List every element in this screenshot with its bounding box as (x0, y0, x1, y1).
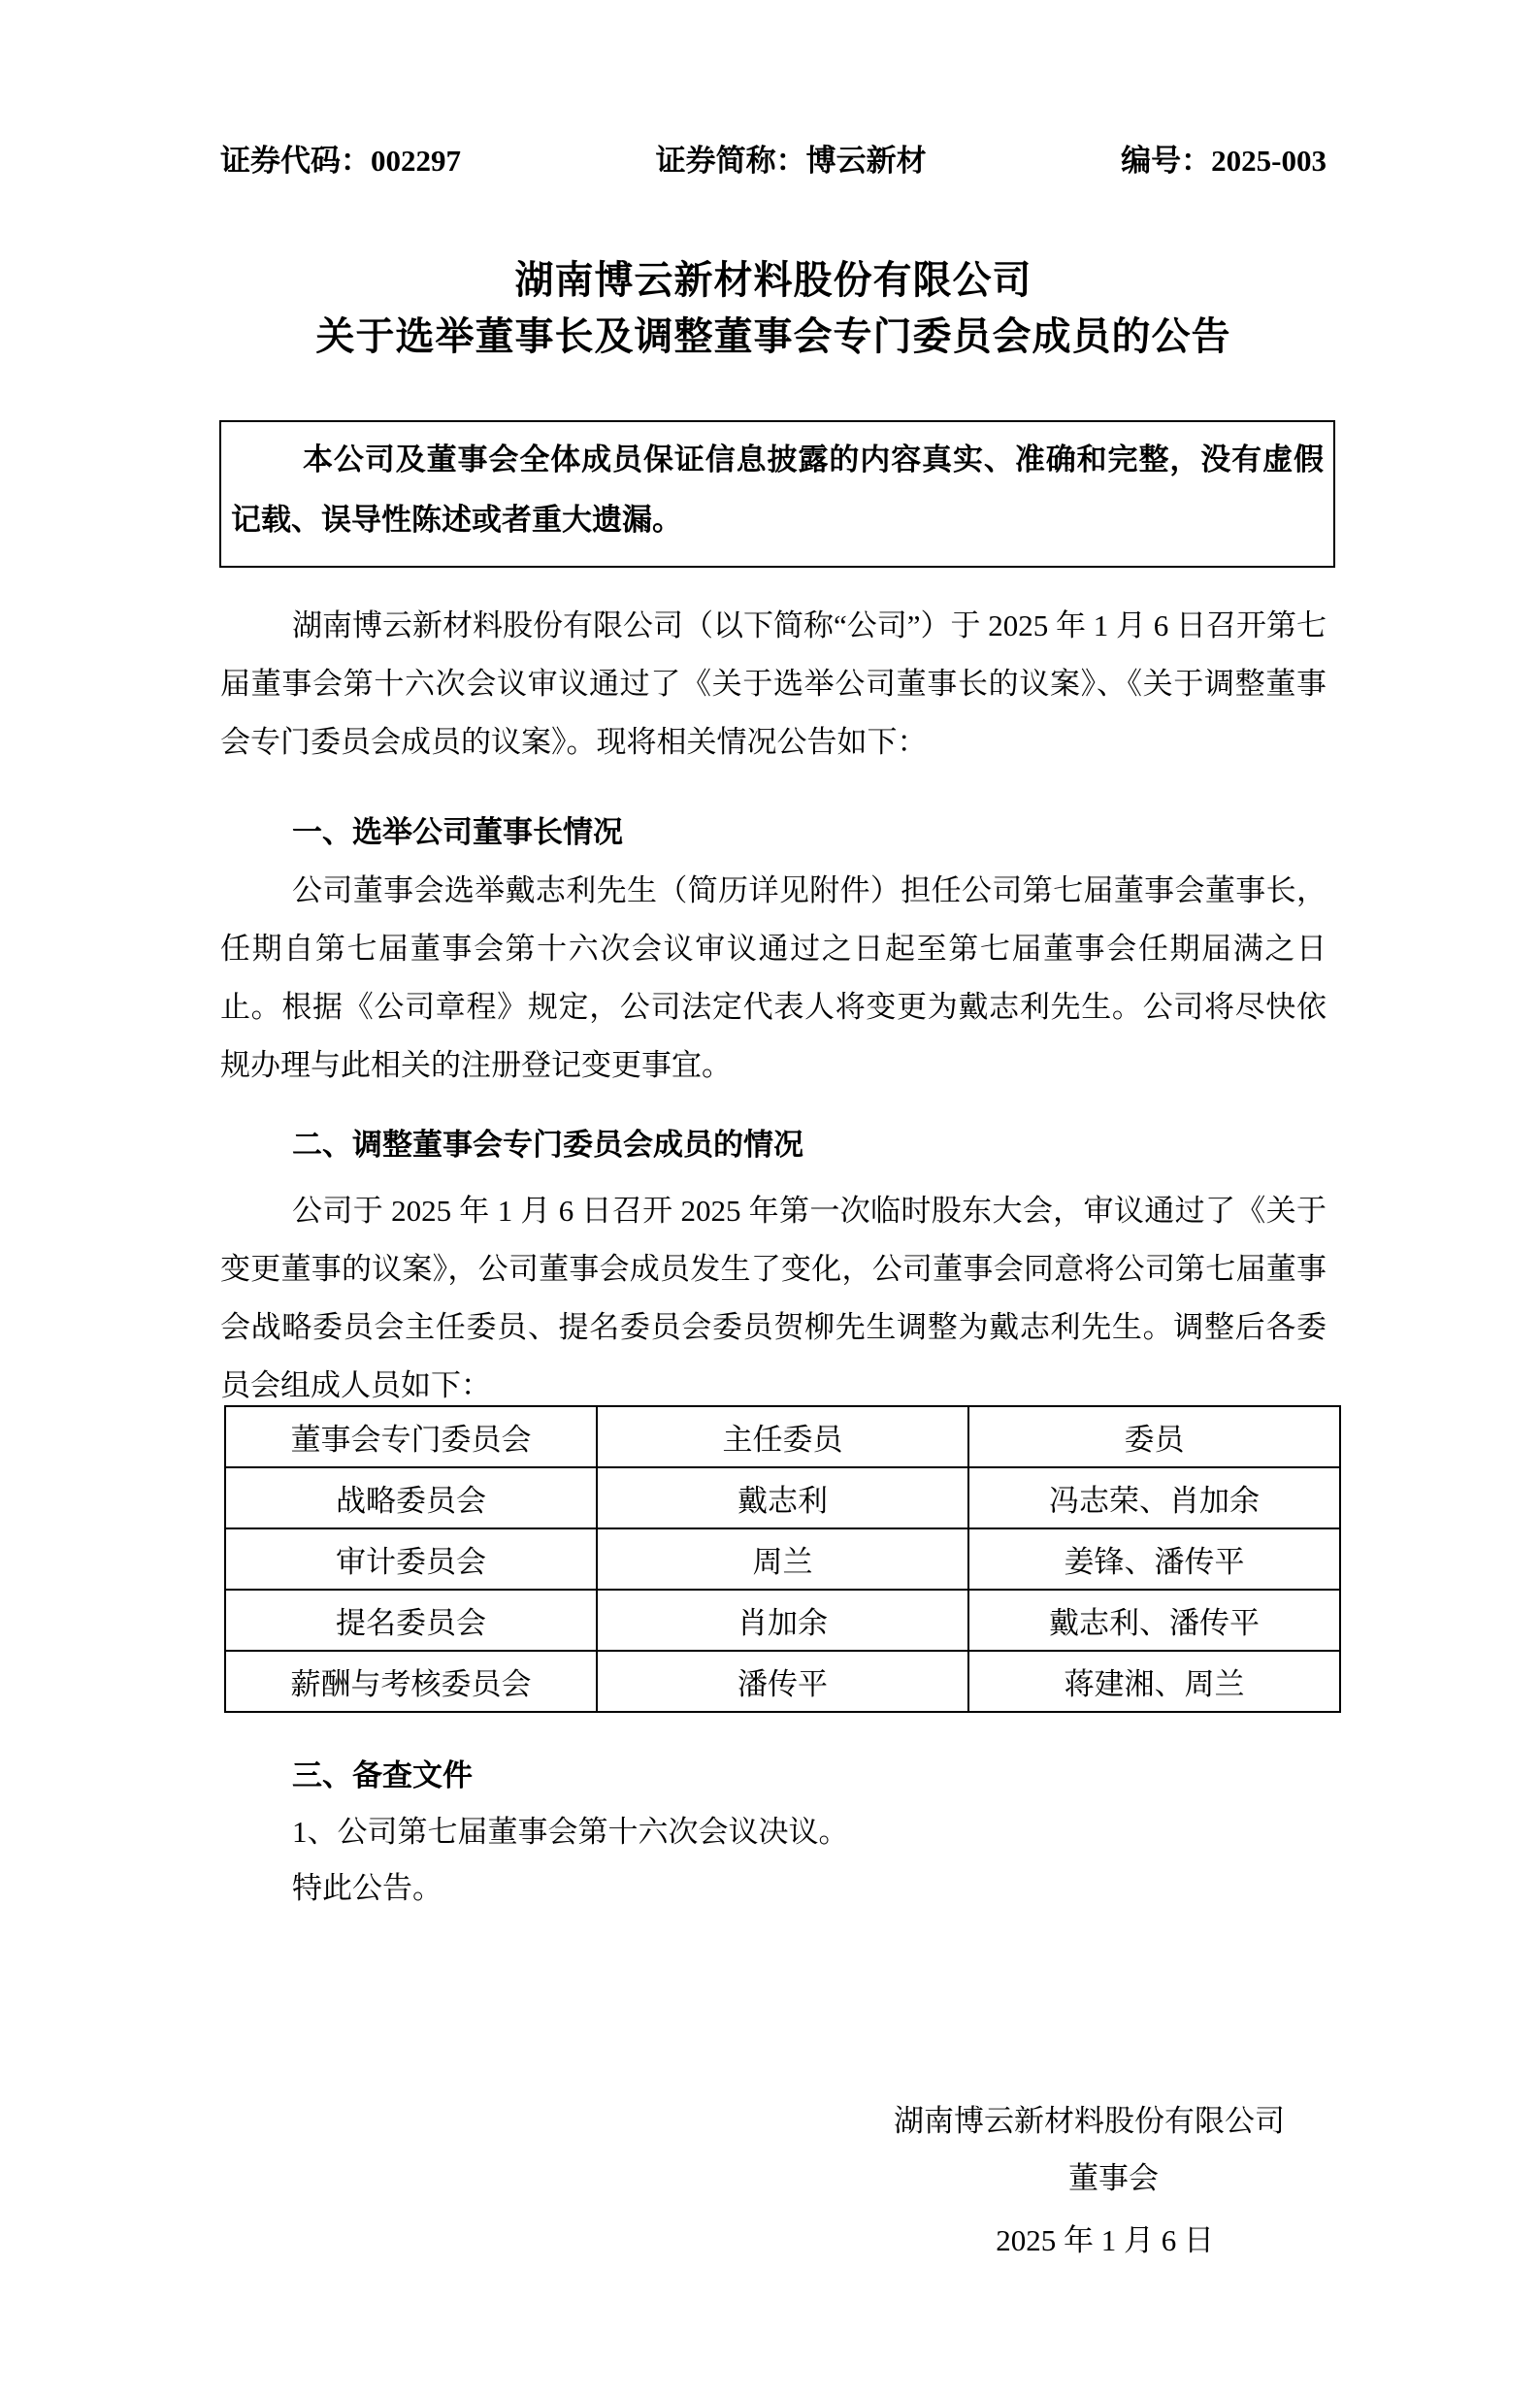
chair-cell: 肖加余 (597, 1590, 968, 1651)
table-row (225, 1528, 1340, 1590)
chair-cell: 周兰 (597, 1528, 968, 1590)
signature-board: 董事会 (1068, 2161, 1159, 2195)
table-header-row (225, 1406, 1340, 1467)
section2-heading: 二、调整董事会专门委员会成员的情况 (292, 1128, 803, 1162)
disclaimer-text: 本公司及董事会全体成员保证信息披露的内容真实、准确和完整，没有虚假记载、误导性陈述或者重大遗漏。 (231, 443, 1324, 537)
signature-date: 2025 年 1 月 6 日 (996, 2223, 1214, 2257)
committee-name-cell: 审计委员会 (225, 1528, 597, 1590)
members-cell: 蒋建湘、周兰 (968, 1651, 1340, 1712)
disclaimer-box (219, 420, 1335, 568)
members-cell: 姜锋、潘传平 (968, 1528, 1340, 1590)
chair-cell: 潘传平 (597, 1651, 968, 1712)
company-title: 湖南博云新材料股份有限公司 (514, 258, 1032, 302)
table-header-chair: 主任委员 (597, 1406, 968, 1467)
table-header-members: 委员 (968, 1406, 1340, 1467)
committee-name-cell: 薪酬与考核委员会 (225, 1651, 597, 1712)
section1-paragraph: 公司董事会选举戴志利先生（简历详见附件）担任公司第七届董事会董事长，任期自第七届董事会第十六次会议审议通过之日起至第七届董事会任期届满之日止。根据《公司章程》规定，公司法定代表人将变更为戴志利先生。公司将尽快依规办理与此相关的注册登记变更事宜。 (220, 873, 1327, 1082)
section3-item: 1、公司第七届董事会第十六次会议决议。 (292, 1815, 849, 1849)
section2-paragraph: 公司于 2025 年 1 月 6 日召开 2025 年第一次临时股东大会，审议通过了《关于变更董事的议案》，公司董事会成员发生了变化，公司董事会同意将公司第七届董事会战略委员会主任委员、提名委员会委员贺柳先生调整为戴志利先生。调整后各委员会组成人员如下： (220, 1194, 1327, 1402)
members-cell: 冯志荣、肖加余 (968, 1467, 1340, 1528)
announcement-number: 编号：2025-003 (1121, 144, 1327, 178)
announcement-title: 关于选举董事长及调整董事会专门委员会成员的公告 (315, 314, 1231, 358)
committee-name-cell: 提名委员会 (225, 1590, 597, 1651)
committee-table (224, 1405, 1341, 1713)
intro-paragraph: 湖南博云新材料股份有限公司（以下简称“公司”）于 2025 年 1 月 6 日召开第七届董事会第十六次会议审议通过了《关于选举公司董事长的议案》、《关于调整董事会专门委员会成员的议案》。现将相关情况公告如下： (220, 608, 1327, 759)
section3-heading: 三、备查文件 (292, 1758, 473, 1792)
chair-cell: 戴志利 (597, 1467, 968, 1528)
table-row (225, 1590, 1340, 1651)
table-row (225, 1651, 1340, 1712)
closing-statement: 特此公告。 (292, 1871, 442, 1905)
document-header (220, 141, 1327, 181)
committee-name-cell: 战略委员会 (225, 1467, 597, 1528)
table-row (225, 1467, 1340, 1528)
signature-company: 湖南博云新材料股份有限公司 (894, 2104, 1285, 2138)
stock-short-name: 证券简称：博云新材 (655, 144, 927, 178)
stock-code: 证券代码：002297 (220, 144, 461, 178)
members-cell: 戴志利、潘传平 (968, 1590, 1340, 1651)
section1-heading: 一、选举公司董事长情况 (292, 815, 623, 849)
table-header-committee: 董事会专门委员会 (225, 1406, 597, 1467)
